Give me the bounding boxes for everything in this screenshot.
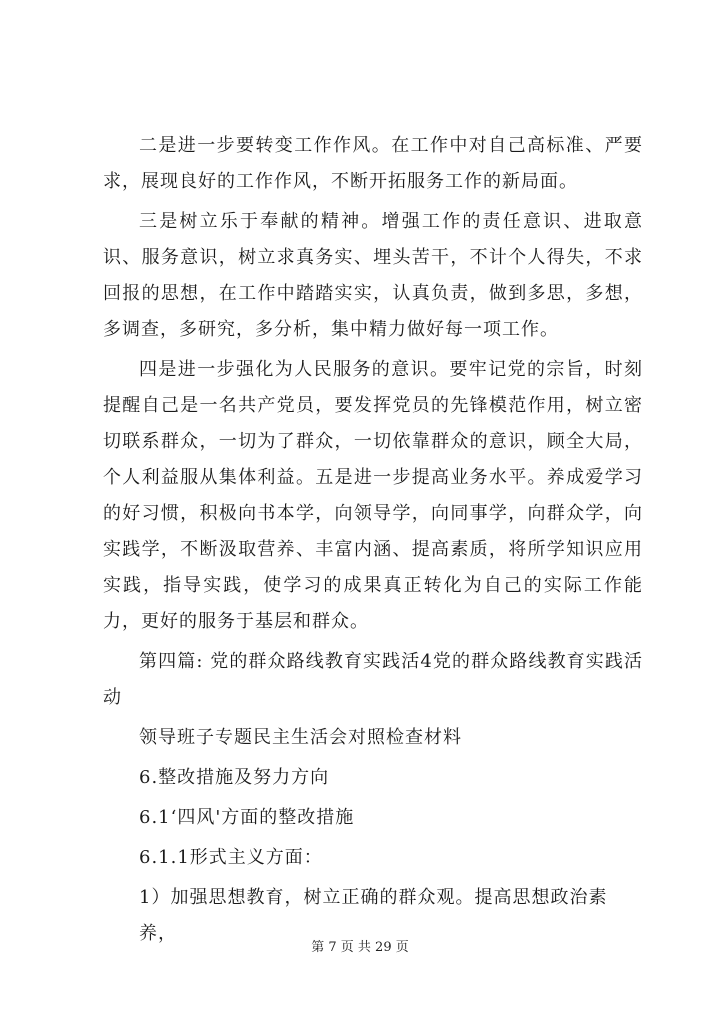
page-number-footer: 第 7 页 共 29 页 [311,940,409,955]
paragraph-dedication: 三是树立乐于奉献的精神。增强工作的责任意识、进取意识、服务意识，树立求真务实、埋头苦干，不计个人得失，不求回报的思想，在工作中踏踏实实，认真负责，做到多思，多想，多调查，多研究，多分析，集中精力做好每一项工作。 [103,211,643,340]
paragraph-work-style: 二是进一步要转变工作作风。在工作中对自己高标准、严要求，展现良好的工作作风，不断开拓服务工作的新局面。 [103,135,643,192]
list-item-1: 1）加强思想教育，树立正确的群众观。提高思想政治素养， [139,887,608,944]
section-heading-6-1: 6.1‘四风'方面的整改措施 [139,807,355,828]
paragraph-serve-people: 四是进一步强化为人民服务的意识。要牢记党的宗旨，时刻提醒自己是一名共产党员，要发挥党员的先锋模范作用，树立密切联系群众，一切为了群众，一切依靠群众的意识，顾全大局，个人利益服从集体利益。五是进一步提高业务水平。养成爱学习的好习惯，积极向书本学，向领导学，向同事学，向群众学，向实践学，不断汲取营养、丰富内涵、提高素质，将所学知识应用实践，指导实践，使学习的成果真正转化为自己的实际工作能力，更好的服务于基层和群众。 [103,359,643,632]
section-heading-chapter-four: 第四篇: 党的群众路线教育实践活4党的群众路线教育实践活动 [103,651,643,708]
section-heading-6-1-1: 6.1.1形式主义方面： [139,847,323,868]
section-heading-6: 6.整改措施及努力方向 [139,767,330,788]
material-title: 领导班子专题民主生活会对照检查材料 [139,727,462,748]
document-body [103,128,643,956]
